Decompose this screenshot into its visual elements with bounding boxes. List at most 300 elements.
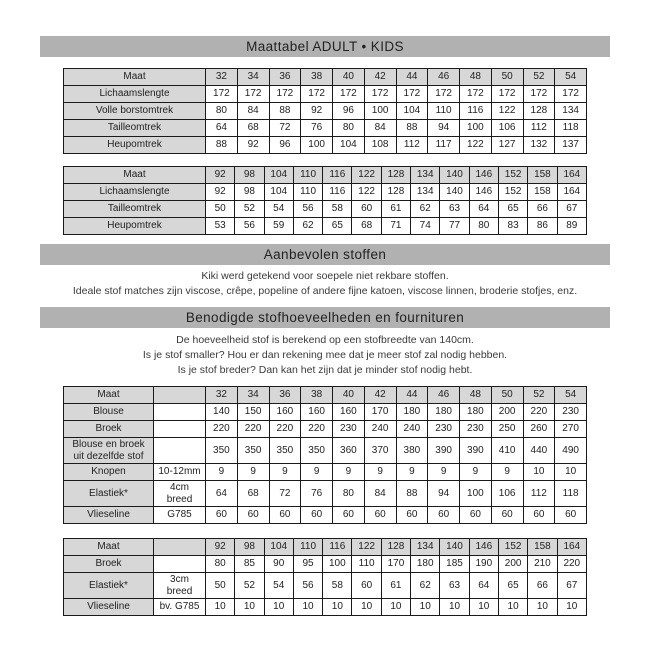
cell-value: 92	[206, 539, 235, 556]
cell-value: 80	[333, 120, 365, 137]
cell-value: 137	[555, 137, 587, 154]
cell-value: 220	[557, 556, 586, 573]
cell-value: 46	[428, 387, 460, 404]
cell-value: 60	[523, 507, 555, 524]
cell-value: 164	[557, 539, 586, 556]
cell-value: 52	[235, 573, 264, 599]
cell-value: 230	[460, 421, 492, 438]
cell-value: 128	[381, 184, 410, 201]
cell-value: 350	[206, 438, 238, 464]
cell-value: 63	[440, 573, 469, 599]
table-row	[64, 599, 587, 616]
row-sublabel	[154, 421, 206, 438]
cell-value: 410	[491, 438, 523, 464]
cell-value: 112	[523, 120, 555, 137]
row-label: Maat	[64, 387, 154, 404]
cell-value: 42	[364, 387, 396, 404]
row-sublabel: 3cm breed	[154, 573, 206, 599]
row-label: Lichaamslengte	[64, 184, 206, 201]
row-label: Elastiek*	[64, 481, 154, 507]
cell-value: 61	[381, 201, 410, 218]
cell-value: 52	[235, 201, 264, 218]
cell-value: 132	[523, 137, 555, 154]
cell-value: 100	[460, 120, 492, 137]
text-line: Is je stof smaller? Hou er dan rekening mee dat je meer stof zal nodig hebben.	[142, 349, 508, 361]
cell-value: 160	[269, 404, 301, 421]
row-label: Tailleomtrek	[64, 201, 206, 218]
row-label: Elastiek*	[64, 573, 154, 599]
cell-value: 140	[206, 404, 238, 421]
cell-value: 64	[206, 120, 238, 137]
cell-value: 108	[364, 137, 396, 154]
cell-value: 146	[469, 184, 498, 201]
cell-value: 134	[411, 167, 440, 184]
cell-value: 64	[469, 201, 498, 218]
row-label: Volle borstomtrek	[64, 103, 206, 120]
row-label: Blouse	[64, 404, 154, 421]
cell-value: 59	[264, 218, 293, 235]
cell-value: 128	[523, 103, 555, 120]
cell-value: 110	[428, 103, 460, 120]
cell-value: 230	[333, 421, 365, 438]
cell-value: 88	[269, 103, 301, 120]
cell-value: 10	[440, 599, 469, 616]
cell-value: 104	[396, 103, 428, 120]
cell-value: 117	[428, 137, 460, 154]
row-sublabel	[154, 556, 206, 573]
cell-value: 100	[460, 481, 492, 507]
adult-fabric-table	[63, 386, 587, 524]
cell-value: 54	[264, 573, 293, 599]
cell-value: 10	[264, 599, 293, 616]
cell-value: 88	[396, 120, 428, 137]
cell-value: 64	[206, 481, 238, 507]
cell-value: 172	[206, 86, 238, 103]
main-title-bar	[40, 36, 610, 57]
table-header-row	[64, 387, 587, 404]
cell-value: 64	[469, 573, 498, 599]
text-line: Ideale stof matches zijn viscose, crêpe, popeline of andere fijne katoen, viscose linnen, broderie stofjes, enz.	[72, 285, 578, 297]
cell-value: 220	[206, 421, 238, 438]
cell-value: 56	[235, 218, 264, 235]
cell-value: 56	[293, 573, 322, 599]
cell-value: 34	[237, 69, 269, 86]
cell-value: 350	[269, 438, 301, 464]
cell-value: 160	[333, 404, 365, 421]
cell-value: 50	[491, 69, 523, 86]
cell-value: 60	[206, 507, 238, 524]
cell-value: 58	[323, 201, 352, 218]
cell-value: 240	[396, 421, 428, 438]
cell-value: 172	[237, 86, 269, 103]
cell-value: 146	[469, 539, 498, 556]
cell-value: 112	[523, 481, 555, 507]
cell-value: 106	[491, 120, 523, 137]
page-title: Maattabel ADULT • KIDS	[246, 39, 404, 54]
row-sublabel: G785	[154, 507, 206, 524]
fabrics-title-bar	[40, 244, 610, 265]
table-row	[64, 184, 587, 201]
cell-value: 146	[469, 167, 498, 184]
cell-value: 350	[301, 438, 333, 464]
table-row	[64, 481, 587, 507]
cell-value: 68	[237, 481, 269, 507]
cell-value: 172	[269, 86, 301, 103]
cell-value: 40	[333, 387, 365, 404]
cell-value: 152	[498, 184, 527, 201]
cell-value: 110	[293, 184, 322, 201]
cell-value: 210	[528, 556, 557, 573]
cell-value: 100	[364, 103, 396, 120]
row-label: Tailleomtrek	[64, 120, 206, 137]
cell-value: 86	[528, 218, 557, 235]
fabrics-section-title: Aanbevolen stoffen	[263, 247, 387, 262]
cell-value: 260	[523, 421, 555, 438]
cell-value: 44	[396, 69, 428, 86]
row-label: Blouse en broek uit dezelfde stof	[64, 438, 154, 464]
table-header-row	[64, 69, 587, 86]
table-row	[64, 573, 587, 599]
cell-value: 60	[396, 507, 428, 524]
cell-value: 60	[460, 507, 492, 524]
cell-value: 53	[206, 218, 235, 235]
kids-size-table	[63, 166, 587, 235]
cell-value: 88	[396, 481, 428, 507]
cell-value: 84	[364, 120, 396, 137]
cell-value: 220	[523, 404, 555, 421]
cell-value: 44	[396, 387, 428, 404]
cell-value: 34	[237, 387, 269, 404]
cell-value: 170	[364, 404, 396, 421]
cell-value: 220	[301, 421, 333, 438]
cell-value: 180	[428, 404, 460, 421]
cell-value: 68	[352, 218, 381, 235]
cell-value: 118	[555, 481, 587, 507]
cell-value: 36	[269, 387, 301, 404]
cell-value: 128	[381, 539, 410, 556]
cell-value: 74	[411, 218, 440, 235]
cell-value: 72	[269, 481, 301, 507]
cell-value: 92	[237, 137, 269, 154]
cell-value: 60	[352, 573, 381, 599]
cell-value: 10	[557, 599, 586, 616]
cell-value: 10	[323, 599, 352, 616]
cell-value: 10	[523, 464, 555, 481]
row-label: Lichaamslengte	[64, 86, 206, 103]
cell-value: 62	[411, 573, 440, 599]
cell-value: 122	[352, 539, 381, 556]
cell-value: 10	[528, 599, 557, 616]
cell-value: 65	[498, 201, 527, 218]
cell-value: 9	[428, 464, 460, 481]
cell-value: 94	[428, 481, 460, 507]
cell-value: 65	[498, 573, 527, 599]
cell-value: 96	[333, 103, 365, 120]
row-sublabel	[154, 387, 206, 404]
cell-value: 116	[460, 103, 492, 120]
cell-value: 56	[293, 201, 322, 218]
cell-value: 10	[235, 599, 264, 616]
cell-value: 9	[333, 464, 365, 481]
row-label: Knopen	[64, 464, 154, 481]
cell-value: 220	[269, 421, 301, 438]
cell-value: 60	[237, 507, 269, 524]
cell-value: 350	[237, 438, 269, 464]
cell-value: 172	[396, 86, 428, 103]
table-row	[64, 556, 587, 573]
cell-value: 98	[235, 539, 264, 556]
cell-value: 104	[333, 137, 365, 154]
row-label: Maat	[64, 167, 206, 184]
cell-value: 180	[460, 404, 492, 421]
cell-value: 60	[555, 507, 587, 524]
table-row	[64, 120, 587, 137]
cell-value: 10	[352, 599, 381, 616]
cell-value: 84	[237, 103, 269, 120]
cell-value: 90	[264, 556, 293, 573]
table-row	[64, 201, 587, 218]
cell-value: 63	[440, 201, 469, 218]
cell-value: 62	[411, 201, 440, 218]
row-label: Vlieseline	[64, 599, 154, 616]
cell-value: 270	[555, 421, 587, 438]
cell-value: 172	[491, 86, 523, 103]
cell-value: 380	[396, 438, 428, 464]
cell-value: 61	[381, 573, 410, 599]
cell-value: 110	[352, 556, 381, 573]
cell-value: 116	[323, 539, 352, 556]
cell-value: 62	[293, 218, 322, 235]
quantities-intro-text	[0, 333, 650, 378]
cell-value: 122	[352, 184, 381, 201]
cell-value: 390	[460, 438, 492, 464]
cell-value: 92	[206, 167, 235, 184]
cell-value: 68	[237, 120, 269, 137]
table-row	[64, 421, 587, 438]
cell-value: 110	[293, 539, 322, 556]
cell-value: 98	[235, 167, 264, 184]
cell-value: 10	[381, 599, 410, 616]
cell-value: 80	[206, 556, 235, 573]
cell-value: 77	[440, 218, 469, 235]
cell-value: 88	[206, 137, 238, 154]
cell-value: 9	[301, 464, 333, 481]
cell-value: 104	[264, 539, 293, 556]
row-label: Heupomtrek	[64, 137, 206, 154]
cell-value: 490	[555, 438, 587, 464]
cell-value: 134	[555, 103, 587, 120]
cell-value: 152	[498, 539, 527, 556]
cell-value: 36	[269, 69, 301, 86]
cell-value: 10	[293, 599, 322, 616]
cell-value: 89	[557, 218, 586, 235]
cell-value: 10	[555, 464, 587, 481]
cell-value: 66	[528, 201, 557, 218]
kids-fabric-table	[63, 538, 587, 616]
cell-value: 172	[301, 86, 333, 103]
cell-value: 66	[528, 573, 557, 599]
cell-value: 67	[557, 573, 586, 599]
cell-value: 46	[428, 69, 460, 86]
table-row	[64, 218, 587, 235]
table-row	[64, 86, 587, 103]
cell-value: 158	[528, 184, 557, 201]
cell-value: 152	[498, 167, 527, 184]
quantities-title-bar	[40, 307, 610, 328]
cell-value: 250	[491, 421, 523, 438]
cell-value: 230	[555, 404, 587, 421]
cell-value: 116	[323, 167, 352, 184]
row-sublabel: 10-12mm	[154, 464, 206, 481]
cell-value: 112	[396, 137, 428, 154]
cell-value: 240	[364, 421, 396, 438]
cell-value: 140	[440, 167, 469, 184]
cell-value: 134	[411, 184, 440, 201]
cell-value: 9	[491, 464, 523, 481]
cell-value: 172	[460, 86, 492, 103]
cell-value: 122	[352, 167, 381, 184]
table-row	[64, 103, 587, 120]
cell-value: 58	[323, 573, 352, 599]
text-line: De hoeveelheid stof is berekend op een stofbreedte van 140cm.	[176, 334, 474, 346]
row-label: Broek	[64, 556, 154, 573]
cell-value: 10	[411, 599, 440, 616]
cell-value: 122	[460, 137, 492, 154]
cell-value: 9	[206, 464, 238, 481]
cell-value: 85	[235, 556, 264, 573]
table-header-row	[64, 539, 587, 556]
cell-value: 60	[428, 507, 460, 524]
cell-value: 100	[301, 137, 333, 154]
cell-value: 10	[469, 599, 498, 616]
cell-value: 96	[269, 137, 301, 154]
cell-value: 110	[293, 167, 322, 184]
cell-value: 9	[269, 464, 301, 481]
cell-value: 104	[264, 167, 293, 184]
cell-value: 32	[206, 387, 238, 404]
cell-value: 360	[333, 438, 365, 464]
cell-value: 370	[364, 438, 396, 464]
table-row	[64, 507, 587, 524]
cell-value: 10	[498, 599, 527, 616]
cell-value: 9	[237, 464, 269, 481]
cell-value: 122	[491, 103, 523, 120]
cell-value: 160	[301, 404, 333, 421]
cell-value: 76	[301, 481, 333, 507]
cell-value: 134	[411, 539, 440, 556]
cell-value: 60	[269, 507, 301, 524]
cell-value: 50	[206, 201, 235, 218]
adult-size-table	[63, 68, 587, 154]
cell-value: 140	[440, 539, 469, 556]
row-label: Heupomtrek	[64, 218, 206, 235]
cell-value: 52	[523, 69, 555, 86]
cell-value: 95	[293, 556, 322, 573]
quantities-section-title: Benodigde stofhoeveelheden en fournituren	[185, 310, 465, 325]
cell-value: 38	[301, 387, 333, 404]
row-label: Vlieseline	[64, 507, 154, 524]
row-label: Maat	[64, 69, 206, 86]
cell-value: 65	[323, 218, 352, 235]
cell-value: 106	[491, 481, 523, 507]
cell-value: 164	[557, 184, 586, 201]
cell-value: 80	[333, 481, 365, 507]
cell-value: 80	[206, 103, 238, 120]
cell-value: 42	[364, 69, 396, 86]
cell-value: 170	[381, 556, 410, 573]
cell-value: 71	[381, 218, 410, 235]
row-sublabel: bv. G785	[154, 599, 206, 616]
cell-value: 185	[440, 556, 469, 573]
row-label: Maat	[64, 539, 154, 556]
cell-value: 172	[555, 86, 587, 103]
cell-value: 50	[491, 387, 523, 404]
cell-value: 200	[491, 404, 523, 421]
cell-value: 92	[206, 184, 235, 201]
cell-value: 10	[206, 599, 235, 616]
cell-value: 98	[235, 184, 264, 201]
table-row	[64, 464, 587, 481]
cell-value: 80	[469, 218, 498, 235]
cell-value: 54	[555, 387, 587, 404]
cell-value: 104	[264, 184, 293, 201]
cell-value: 440	[523, 438, 555, 464]
cell-value: 230	[428, 421, 460, 438]
cell-value: 200	[498, 556, 527, 573]
cell-value: 172	[523, 86, 555, 103]
cell-value: 128	[381, 167, 410, 184]
cell-value: 9	[460, 464, 492, 481]
cell-value: 94	[428, 120, 460, 137]
cell-value: 92	[301, 103, 333, 120]
row-label: Broek	[64, 421, 154, 438]
table-row	[64, 438, 587, 464]
cell-value: 140	[440, 184, 469, 201]
row-sublabel	[154, 438, 206, 464]
cell-value: 9	[364, 464, 396, 481]
cell-value: 60	[352, 201, 381, 218]
cell-value: 60	[491, 507, 523, 524]
row-sublabel: 4cm breed	[154, 481, 206, 507]
cell-value: 60	[301, 507, 333, 524]
cell-value: 172	[428, 86, 460, 103]
cell-value: 158	[528, 539, 557, 556]
cell-value: 100	[323, 556, 352, 573]
table-row	[64, 404, 587, 421]
cell-value: 38	[301, 69, 333, 86]
cell-value: 220	[237, 421, 269, 438]
cell-value: 48	[460, 69, 492, 86]
fabrics-intro-text	[0, 269, 650, 299]
cell-value: 54	[264, 201, 293, 218]
cell-value: 52	[523, 387, 555, 404]
cell-value: 76	[301, 120, 333, 137]
text-line: Is je stof breder? Dan kan het zijn dat je minder stof nodig hebt.	[177, 364, 473, 376]
cell-value: 150	[237, 404, 269, 421]
cell-value: 60	[333, 507, 365, 524]
cell-value: 172	[364, 86, 396, 103]
row-sublabel	[154, 404, 206, 421]
cell-value: 67	[557, 201, 586, 218]
cell-value: 390	[428, 438, 460, 464]
cell-value: 118	[555, 120, 587, 137]
cell-value: 50	[206, 573, 235, 599]
cell-value: 54	[555, 69, 587, 86]
row-sublabel	[154, 539, 206, 556]
cell-value: 84	[364, 481, 396, 507]
cell-value: 180	[411, 556, 440, 573]
cell-value: 164	[557, 167, 586, 184]
